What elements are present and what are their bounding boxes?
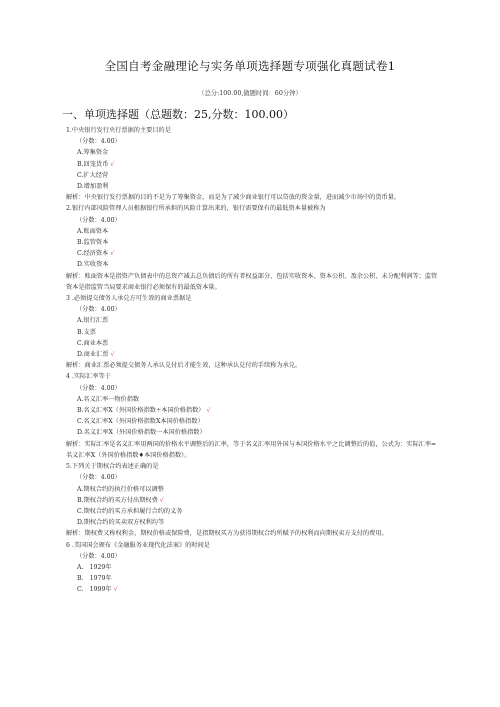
answer-option <box>66 338 438 349</box>
question-explanation: 解析：期权费又称权利金、期权价格或保险费，是指期权买方为获得期权合约所赋予的权利而向期权卖方支付的费用。 <box>66 530 388 538</box>
answer-option-text: A.期权合约的执行价格可以调整 <box>77 485 164 493</box>
answer-option-text: A.筹集资金 <box>77 149 109 157</box>
answer-option-text: B.名义汇率X（外国价格指数÷本国价格指数） <box>77 407 205 415</box>
question-block <box>66 203 438 293</box>
answer-option <box>66 147 438 158</box>
question-stem: 2.银行内部风险管理人员根据银行所承担的风险计算出来的，银行需要保有的最低资本量被称为 <box>66 205 326 213</box>
correct-check-icon: √ <box>206 407 211 415</box>
question-stem: 5.下列关于期权合约表述正确的是 <box>66 463 159 471</box>
answer-option-text: C.商业本票 <box>77 339 109 347</box>
answer-option-text: D.名义汇率X（外国价格指数一本国价格指数） <box>77 429 206 437</box>
section-heading: 一、单项选择题（总题数：25,分数：100.00） <box>62 108 294 121</box>
answer-option <box>66 327 438 338</box>
answer-option <box>66 237 438 248</box>
question-block <box>66 461 438 539</box>
answer-option-text: B.支票 <box>77 328 96 336</box>
answer-option <box>66 427 438 438</box>
question-stem: 6 .美国国会颁布《金融服务业现代化法案》的时间是 <box>66 541 210 549</box>
answer-option <box>66 181 438 192</box>
answer-option-text: C.期权合约的买方承担履行合约的义务 <box>77 507 183 515</box>
correct-check-icon: √ <box>159 496 164 504</box>
answer-option-text: A.账面资本 <box>77 227 109 235</box>
question-explanation: 解析：商业汇票必须提交债务人承认兑付后才能生效，这种承认兑付的手续称为承兑。 <box>66 362 302 370</box>
answer-option <box>66 573 438 584</box>
answer-option <box>66 495 438 506</box>
correct-check-icon: √ <box>110 250 115 258</box>
answer-option-text: B. 1979年 <box>77 575 112 583</box>
answer-option-text: D.期权合约的买卖双方权利均等 <box>77 519 165 527</box>
answer-option <box>66 517 438 528</box>
answer-option <box>66 405 438 416</box>
answer-option <box>66 315 438 326</box>
answer-option-text: C.经济资本 <box>77 250 109 258</box>
question-explanation: 解析：账面资本是指资产负债表中的总资产减去总负债后的所有者权益部分，包括实收资本、资本公积、盈余公积、未分配利润等；监管资本是指监管当局要求商业银行必须保有的最低资本量。 <box>66 272 438 291</box>
answer-option <box>66 584 438 595</box>
question-score: （分数：4.00） <box>76 306 121 314</box>
answer-option <box>66 259 438 270</box>
answer-option-text: C.名义汇率X（外国价格指数X本国价格指数） <box>77 418 204 426</box>
question-stem: 1.中央银行发行央行票据的主要目的是 <box>66 127 171 134</box>
question-score: （分数：4.00） <box>76 474 121 482</box>
answer-option-text: D.增加盈利 <box>77 183 109 191</box>
answer-option-text: C.扩大经营 <box>77 171 109 179</box>
document-title: 全国自考金融理论与实务单项选择题专项强化真题试卷1 <box>104 59 396 73</box>
answer-option <box>66 349 438 360</box>
question-score: （分数：4.00） <box>76 138 121 146</box>
correct-check-icon: √ <box>110 351 115 359</box>
answer-option-text: A.名义汇率一物价指数 <box>77 395 140 403</box>
answer-option <box>66 394 438 405</box>
question-score: （分数：4.00） <box>76 552 121 560</box>
question-stem: 4 .实际汇率等于 <box>66 373 111 381</box>
answer-option <box>66 170 438 181</box>
question-block <box>66 293 438 371</box>
question-block <box>66 540 438 596</box>
question-score: （分数：4.00） <box>76 216 121 224</box>
answer-option-text: B.监管资本 <box>77 239 109 247</box>
answer-option-text: B.期权合约的买方付出期权费 <box>77 496 158 504</box>
question-score: （分数：4.00） <box>76 384 121 392</box>
answer-option-text: D.实收资本 <box>77 261 109 269</box>
question-block <box>66 371 438 461</box>
question-explanation: 解析：中央银行发行票据的目的不是为了筹集资金，而是为了减少商业银行可以贷放的资金量，进而减少市场中的货币量。 <box>66 194 401 202</box>
answer-option <box>66 506 438 517</box>
answer-option-text: A.银行汇票 <box>77 317 109 325</box>
answer-option <box>66 562 438 573</box>
answer-option <box>66 226 438 237</box>
correct-check-icon: √ <box>113 586 118 594</box>
answer-option-text: C. 1999年 <box>77 586 112 594</box>
question-explanation: 解析：实际汇率是名义汇率用两国的价格水平调整后的汇率，等于名义汇率用外国与本国价格水平之比调整后的值，公式为：实际汇率=名义汇率X（外国价格指数♦本国价格指数）。 <box>66 440 437 459</box>
answer-option <box>66 484 438 495</box>
correct-check-icon: √ <box>110 160 115 168</box>
answer-option <box>66 248 438 259</box>
answer-option <box>66 416 438 427</box>
question-stem: 3 .必须提交债务人承兑方可生效的商业票据是 <box>66 295 192 303</box>
question-list <box>66 125 438 596</box>
answer-option <box>66 159 438 170</box>
answer-option-text: B.回笼货币 <box>77 160 109 168</box>
answer-option-text: A. 1929年 <box>77 563 112 571</box>
question-block <box>66 125 438 203</box>
document-meta: （总分:100.00,做题时间：60分钟） <box>198 90 302 97</box>
answer-option-text: D.商业汇票 <box>77 351 109 359</box>
